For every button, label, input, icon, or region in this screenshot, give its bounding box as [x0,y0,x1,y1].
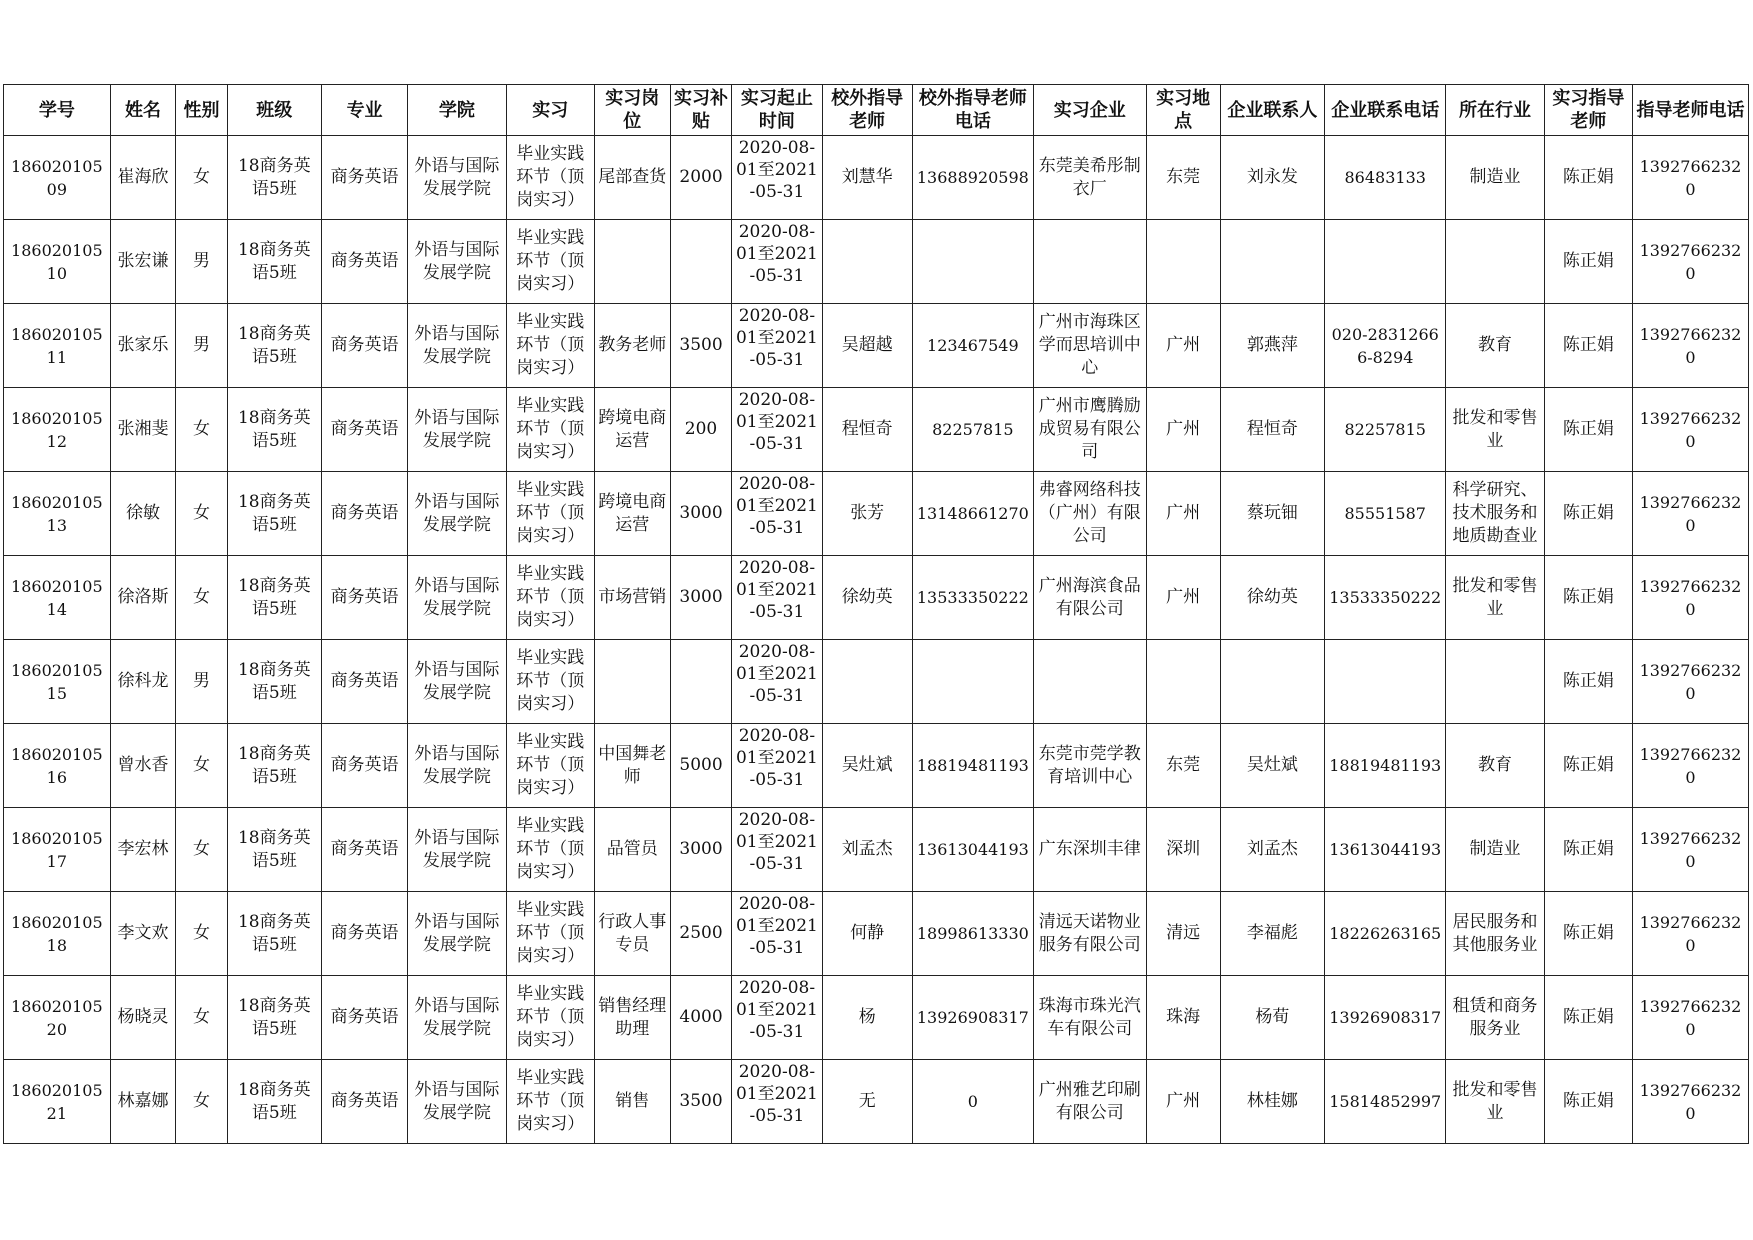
cell-location: 清远 [1146,892,1220,976]
column-header-college: 学院 [408,85,506,136]
cell-location: 广州 [1146,304,1220,388]
cell-major: 商务英语 [321,220,407,304]
cell-position: 行政人事专员 [594,892,670,976]
cell-subsidy: 3500 [670,304,732,388]
column-header-gender: 性别 [176,85,227,136]
cell-external-mentor [822,220,912,304]
cell-company-phone: 18226263165 [1325,892,1446,976]
cell-major: 商务英语 [321,472,407,556]
cell-subsidy: 5000 [670,724,732,808]
cell-advisor: 陈正娟 [1544,556,1632,640]
cell-company-contact: 蔡玩钿 [1220,472,1325,556]
column-header-subsidy: 实习补贴 [670,85,732,136]
cell-location: 广州 [1146,556,1220,640]
cell-position: 品管员 [594,808,670,892]
cell-period [732,472,822,556]
cell-company: 广东深圳丰律 [1033,808,1146,892]
cell-name: 李宏林 [110,808,176,892]
cell-name: 张家乐 [110,304,176,388]
cell-class: 18商务英语5班 [227,472,321,556]
cell-subsidy: 200 [670,388,732,472]
cell-company-contact [1220,220,1325,304]
table-row [4,220,1749,304]
cell-college: 外语与国际发展学院 [408,892,506,976]
table-row [4,724,1749,808]
cell-position: 跨境电商运营 [594,472,670,556]
cell-company-phone: 82257815 [1325,388,1446,472]
cell-period [732,1060,822,1144]
column-header-company-contact: 企业联系人 [1220,85,1325,136]
cell-gender: 男 [176,220,227,304]
cell-industry: 科学研究、技术服务和地质勘查业 [1446,472,1544,556]
column-header-position: 实习岗位 [594,85,670,136]
cell-major: 商务英语 [321,976,407,1060]
cell-location: 广州 [1146,1060,1220,1144]
cell-industry: 批发和零售业 [1446,388,1544,472]
cell-company-phone: 13533350222 [1325,556,1446,640]
cell-company [1033,220,1146,304]
cell-subsidy: 3000 [670,556,732,640]
cell-position: 教务老师 [594,304,670,388]
cell-student-id: 18602010516 [4,724,111,808]
cell-name: 崔海欣 [110,136,176,220]
cell-external-mentor: 徐幼英 [822,556,912,640]
cell-major: 商务英语 [321,808,407,892]
column-header-internship-type: 实习 [506,85,594,136]
column-header-company: 实习企业 [1033,85,1146,136]
cell-company: 东莞美希彤制衣厂 [1033,136,1146,220]
cell-period [732,640,822,724]
cell-class: 18商务英语5班 [227,1060,321,1144]
cell-external-mentor-phone: 13688920598 [912,136,1033,220]
cell-company-contact: 程恒奇 [1220,388,1325,472]
cell-external-mentor-phone: 13148661270 [912,472,1033,556]
cell-period [732,220,822,304]
cell-company-phone: 85551587 [1325,472,1446,556]
cell-name: 曾水香 [110,724,176,808]
cell-advisor: 陈正娟 [1544,136,1632,220]
cell-external-mentor-phone: 18819481193 [912,724,1033,808]
cell-industry: 批发和零售业 [1446,1060,1544,1144]
period-text: 2020-08-01至2021-05-31 [735,390,818,454]
cell-company: 广州雅艺印刷有限公司 [1033,1060,1146,1144]
period-text: 2020-08-01至2021-05-31 [735,1062,818,1126]
cell-industry: 制造业 [1446,808,1544,892]
table-row [4,1060,1749,1144]
cell-student-id: 18602010521 [4,1060,111,1144]
period-text: 2020-08-01至2021-05-31 [735,978,818,1042]
cell-advisor-phone: 13927662320 [1632,136,1748,220]
cell-gender: 女 [176,556,227,640]
cell-company-contact [1220,640,1325,724]
cell-student-id: 18602010511 [4,304,111,388]
cell-name: 李文欢 [110,892,176,976]
cell-position: 销售 [594,1060,670,1144]
header-row [4,85,1749,136]
cell-gender: 女 [176,724,227,808]
cell-position: 销售经理助理 [594,976,670,1060]
cell-period [732,304,822,388]
cell-external-mentor-phone: 13926908317 [912,976,1033,1060]
cell-internship-type: 毕业实践环节（顶岗实习） [506,892,594,976]
cell-major: 商务英语 [321,304,407,388]
cell-position: 跨境电商运营 [594,388,670,472]
cell-student-id: 18602010509 [4,136,111,220]
cell-period [732,724,822,808]
table-row [4,556,1749,640]
cell-advisor: 陈正娟 [1544,220,1632,304]
cell-company: 广州市海珠区学而思培训中心 [1033,304,1146,388]
period-text: 2020-08-01至2021-05-31 [735,138,818,202]
cell-advisor-phone: 13927662320 [1632,892,1748,976]
cell-internship-type: 毕业实践环节（顶岗实习） [506,220,594,304]
cell-internship-type: 毕业实践环节（顶岗实习） [506,388,594,472]
cell-company-phone: 13613044193 [1325,808,1446,892]
cell-position: 尾部查货 [594,136,670,220]
cell-company-contact: 郭燕萍 [1220,304,1325,388]
cell-position [594,220,670,304]
cell-company: 弗睿网络科技（广州）有限公司 [1033,472,1146,556]
cell-advisor-phone: 13927662320 [1632,388,1748,472]
cell-external-mentor: 张芳 [822,472,912,556]
cell-gender: 女 [176,892,227,976]
cell-external-mentor: 刘慧华 [822,136,912,220]
table-row [4,304,1749,388]
cell-company: 广州市鹰腾励成贸易有限公司 [1033,388,1146,472]
cell-location: 广州 [1146,472,1220,556]
cell-major: 商务英语 [321,136,407,220]
cell-gender: 女 [176,472,227,556]
cell-company: 广州海滨食品有限公司 [1033,556,1146,640]
period-text: 2020-08-01至2021-05-31 [735,474,818,538]
cell-student-id: 18602010512 [4,388,111,472]
cell-class: 18商务英语5班 [227,220,321,304]
cell-college: 外语与国际发展学院 [408,640,506,724]
cell-external-mentor-phone: 123467549 [912,304,1033,388]
cell-company: 清远天诺物业服务有限公司 [1033,892,1146,976]
cell-company-contact: 李福彪 [1220,892,1325,976]
cell-advisor: 陈正娟 [1544,640,1632,724]
cell-company-phone [1325,220,1446,304]
period-text: 2020-08-01至2021-05-31 [735,558,818,622]
cell-class: 18商务英语5班 [227,556,321,640]
column-header-company-phone: 企业联系电话 [1325,85,1446,136]
column-header-external-mentor: 校外指导老师 [822,85,912,136]
cell-gender: 男 [176,304,227,388]
cell-external-mentor-phone: 82257815 [912,388,1033,472]
cell-position [594,640,670,724]
cell-subsidy: 2500 [670,892,732,976]
cell-gender: 女 [176,976,227,1060]
cell-student-id: 18602010517 [4,808,111,892]
cell-company-phone: 86483133 [1325,136,1446,220]
cell-major: 商务英语 [321,892,407,976]
cell-internship-type: 毕业实践环节（顶岗实习） [506,472,594,556]
cell-name: 徐敏 [110,472,176,556]
cell-location: 珠海 [1146,976,1220,1060]
cell-company-contact: 刘永发 [1220,136,1325,220]
cell-advisor: 陈正娟 [1544,1060,1632,1144]
cell-internship-type: 毕业实践环节（顶岗实习） [506,1060,594,1144]
cell-advisor: 陈正娟 [1544,472,1632,556]
cell-period [732,388,822,472]
cell-student-id: 18602010515 [4,640,111,724]
cell-subsidy [670,640,732,724]
cell-internship-type: 毕业实践环节（顶岗实习） [506,976,594,1060]
cell-advisor-phone: 13927662320 [1632,640,1748,724]
period-text: 2020-08-01至2021-05-31 [735,894,818,958]
cell-location: 东莞 [1146,724,1220,808]
cell-external-mentor: 吴超越 [822,304,912,388]
cell-internship-type: 毕业实践环节（顶岗实习） [506,808,594,892]
cell-company-phone: 020-28312666-8294 [1325,304,1446,388]
cell-advisor: 陈正娟 [1544,304,1632,388]
cell-external-mentor [822,640,912,724]
cell-company-contact: 徐幼英 [1220,556,1325,640]
cell-industry: 批发和零售业 [1446,556,1544,640]
cell-company-phone: 13926908317 [1325,976,1446,1060]
cell-location: 东莞 [1146,136,1220,220]
cell-name: 杨晓灵 [110,976,176,1060]
period-text: 2020-08-01至2021-05-31 [735,726,818,790]
cell-company-contact: 刘孟杰 [1220,808,1325,892]
cell-major: 商务英语 [321,388,407,472]
cell-student-id: 18602010520 [4,976,111,1060]
internship-table [3,84,1749,1144]
column-header-advisor: 实习指导老师 [1544,85,1632,136]
cell-college: 外语与国际发展学院 [408,136,506,220]
column-header-name: 姓名 [110,85,176,136]
cell-name: 徐洛斯 [110,556,176,640]
table-row [4,808,1749,892]
cell-subsidy: 3000 [670,472,732,556]
cell-class: 18商务英语5班 [227,304,321,388]
table-row [4,136,1749,220]
cell-external-mentor: 何静 [822,892,912,976]
cell-location: 广州 [1146,388,1220,472]
cell-location [1146,220,1220,304]
cell-company-phone: 15814852997 [1325,1060,1446,1144]
cell-subsidy: 4000 [670,976,732,1060]
cell-internship-type: 毕业实践环节（顶岗实习） [506,724,594,808]
cell-external-mentor-phone: 13533350222 [912,556,1033,640]
cell-advisor: 陈正娟 [1544,808,1632,892]
cell-advisor-phone: 13927662320 [1632,808,1748,892]
period-text: 2020-08-01至2021-05-31 [735,810,818,874]
period-text: 2020-08-01至2021-05-31 [735,222,818,286]
cell-advisor-phone: 13927662320 [1632,1060,1748,1144]
cell-college: 外语与国际发展学院 [408,472,506,556]
cell-student-id: 18602010514 [4,556,111,640]
cell-company [1033,640,1146,724]
cell-industry: 居民服务和其他服务业 [1446,892,1544,976]
cell-location [1146,640,1220,724]
cell-college: 外语与国际发展学院 [408,220,506,304]
cell-gender: 男 [176,640,227,724]
column-header-student-id: 学号 [4,85,111,136]
cell-gender: 女 [176,388,227,472]
table-row [4,640,1749,724]
cell-external-mentor: 杨 [822,976,912,1060]
column-header-period: 实习起止时间 [732,85,822,136]
cell-internship-type: 毕业实践环节（顶岗实习） [506,136,594,220]
cell-company-phone [1325,640,1446,724]
cell-external-mentor: 刘孟杰 [822,808,912,892]
cell-subsidy: 3500 [670,1060,732,1144]
cell-college: 外语与国际发展学院 [408,1060,506,1144]
cell-position: 中国舞老师 [594,724,670,808]
cell-external-mentor-phone: 13613044193 [912,808,1033,892]
cell-industry: 教育 [1446,304,1544,388]
cell-class: 18商务英语5班 [227,640,321,724]
cell-advisor: 陈正娟 [1544,724,1632,808]
cell-class: 18商务英语5班 [227,808,321,892]
cell-student-id: 18602010510 [4,220,111,304]
cell-industry: 教育 [1446,724,1544,808]
cell-student-id: 18602010518 [4,892,111,976]
cell-college: 外语与国际发展学院 [408,724,506,808]
cell-advisor: 陈正娟 [1544,976,1632,1060]
cell-college: 外语与国际发展学院 [408,976,506,1060]
column-header-class: 班级 [227,85,321,136]
cell-period [732,136,822,220]
cell-subsidy [670,220,732,304]
cell-company-contact: 林桂娜 [1220,1060,1325,1144]
cell-subsidy: 3000 [670,808,732,892]
cell-position: 市场营销 [594,556,670,640]
column-header-major: 专业 [321,85,407,136]
cell-period [732,808,822,892]
cell-company: 珠海市珠光汽车有限公司 [1033,976,1146,1060]
cell-company-contact: 杨荀 [1220,976,1325,1060]
cell-class: 18商务英语5班 [227,724,321,808]
cell-college: 外语与国际发展学院 [408,808,506,892]
cell-gender: 女 [176,808,227,892]
column-header-external-mentor-phone: 校外指导老师电话 [912,85,1033,136]
cell-external-mentor-phone [912,220,1033,304]
cell-gender: 女 [176,1060,227,1144]
column-header-location: 实习地点 [1146,85,1220,136]
cell-advisor-phone: 13927662320 [1632,220,1748,304]
cell-external-mentor-phone: 0 [912,1060,1033,1144]
cell-advisor: 陈正娟 [1544,388,1632,472]
table-row [4,892,1749,976]
cell-college: 外语与国际发展学院 [408,388,506,472]
column-header-industry: 所在行业 [1446,85,1544,136]
cell-major: 商务英语 [321,724,407,808]
cell-student-id: 18602010513 [4,472,111,556]
cell-class: 18商务英语5班 [227,976,321,1060]
cell-major: 商务英语 [321,640,407,724]
cell-name: 徐科龙 [110,640,176,724]
table-row [4,976,1749,1060]
cell-period [732,892,822,976]
cell-external-mentor: 程恒奇 [822,388,912,472]
cell-class: 18商务英语5班 [227,388,321,472]
cell-major: 商务英语 [321,1060,407,1144]
cell-college: 外语与国际发展学院 [408,304,506,388]
cell-name: 林嘉娜 [110,1060,176,1144]
cell-external-mentor-phone: 18998613330 [912,892,1033,976]
cell-advisor-phone: 13927662320 [1632,556,1748,640]
cell-external-mentor: 无 [822,1060,912,1144]
cell-company-contact: 吴灶斌 [1220,724,1325,808]
cell-major: 商务英语 [321,556,407,640]
table-row [4,388,1749,472]
cell-industry [1446,640,1544,724]
cell-advisor-phone: 13927662320 [1632,304,1748,388]
cell-gender: 女 [176,136,227,220]
cell-company-phone: 18819481193 [1325,724,1446,808]
period-text: 2020-08-01至2021-05-31 [735,306,818,370]
cell-location: 深圳 [1146,808,1220,892]
cell-subsidy: 2000 [670,136,732,220]
cell-internship-type: 毕业实践环节（顶岗实习） [506,556,594,640]
cell-advisor-phone: 13927662320 [1632,976,1748,1060]
cell-company: 东莞市莞学教育培训中心 [1033,724,1146,808]
cell-internship-type: 毕业实践环节（顶岗实习） [506,304,594,388]
cell-class: 18商务英语5班 [227,892,321,976]
cell-industry: 制造业 [1446,136,1544,220]
column-header-advisor-phone: 指导老师电话 [1632,85,1748,136]
cell-external-mentor-phone [912,640,1033,724]
table-row [4,472,1749,556]
cell-class: 18商务英语5班 [227,136,321,220]
cell-advisor: 陈正娟 [1544,892,1632,976]
cell-advisor-phone: 13927662320 [1632,472,1748,556]
cell-external-mentor: 吴灶斌 [822,724,912,808]
cell-period [732,556,822,640]
cell-internship-type: 毕业实践环节（顶岗实习） [506,640,594,724]
cell-name: 张湘斐 [110,388,176,472]
period-text: 2020-08-01至2021-05-31 [735,642,818,706]
cell-industry: 租赁和商务服务业 [1446,976,1544,1060]
cell-industry [1446,220,1544,304]
cell-period [732,976,822,1060]
cell-name: 张宏谦 [110,220,176,304]
cell-advisor-phone: 13927662320 [1632,724,1748,808]
cell-college: 外语与国际发展学院 [408,556,506,640]
